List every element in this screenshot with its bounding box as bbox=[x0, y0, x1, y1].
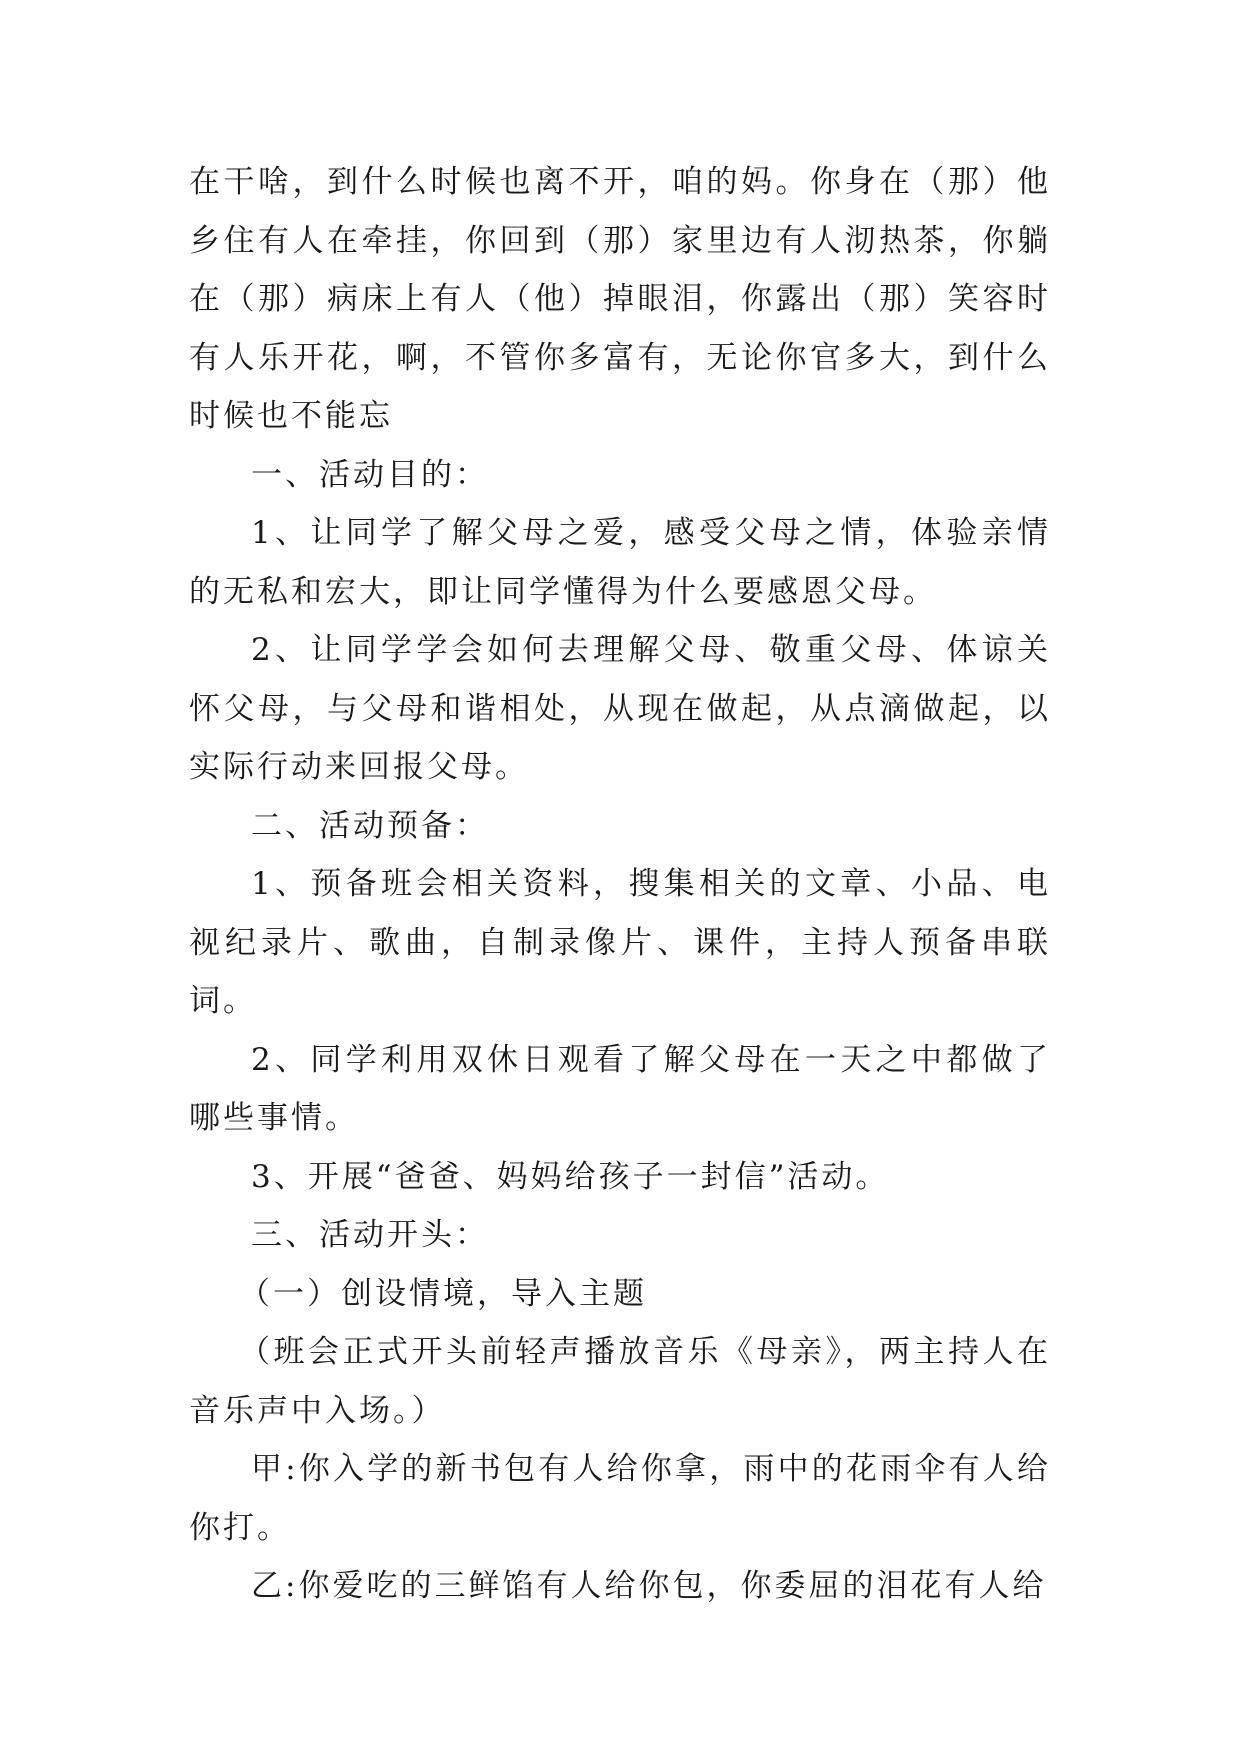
paragraph-preparation-3: 3、开展“爸爸、妈妈给孩子一封信”活动。 bbox=[251, 1158, 890, 1195]
paragraph-goal-1: 1、让同学了解父母之爱，感受父母之情，体验亲情的无私和宏大，即让同学懂得为什么要感恩父母。 bbox=[189, 515, 1051, 610]
paragraph-preparation-1: 1、预备班会相关资料，搜集相关的文章、小品、电视纪录片、歌曲，自制录像片、课件，主持人预备串联词。 bbox=[189, 866, 1051, 1019]
paragraph-song-lyrics: 在干啥，到什么时候也离不开，咱的妈。你身在（那）他乡住有人在牵挂，你回到（那）家里边有人沏热茶，你躺在（那）病床上有人（他）掉眼泪，你露出（那）笑容时有人乐开花，啊，不管你多富有，无论你官多大，到什么时候也不能忘 bbox=[189, 164, 1051, 434]
heading-activity-preparation: 二、活动预备： bbox=[251, 807, 489, 844]
subheading-create-scene: （一）创设情境，导入主题 bbox=[239, 1275, 647, 1312]
document-body bbox=[189, 153, 1051, 1616]
paragraph-goal-2: 2、让同学学会如何去理解父母、敬重父母、体谅关怀父母，与父母和谐相处，从现在做起，从点滴做起，以实际行动来回报父母。 bbox=[189, 632, 1051, 785]
paragraph-host-b-line: 乙:你爱吃的三鲜馅有人给你包，你委屈的泪花有人给 bbox=[251, 1568, 1047, 1604]
heading-activity-start: 三、活动开头： bbox=[251, 1217, 489, 1253]
paragraph-host-a-line: 甲:你入学的新书包有人给你拿，雨中的花雨伞有人给你打。 bbox=[189, 1451, 1051, 1546]
heading-activity-goal: 一、活动目的： bbox=[251, 456, 489, 493]
paragraph-preparation-2: 2、同学利用双休日观看了解父母在一天之中都做了哪些事情。 bbox=[189, 1041, 1051, 1136]
paragraph-stage-note: （班会正式开头前轻声播放音乐《母亲》，两主持人在音乐声中入场。） bbox=[189, 1334, 1051, 1429]
